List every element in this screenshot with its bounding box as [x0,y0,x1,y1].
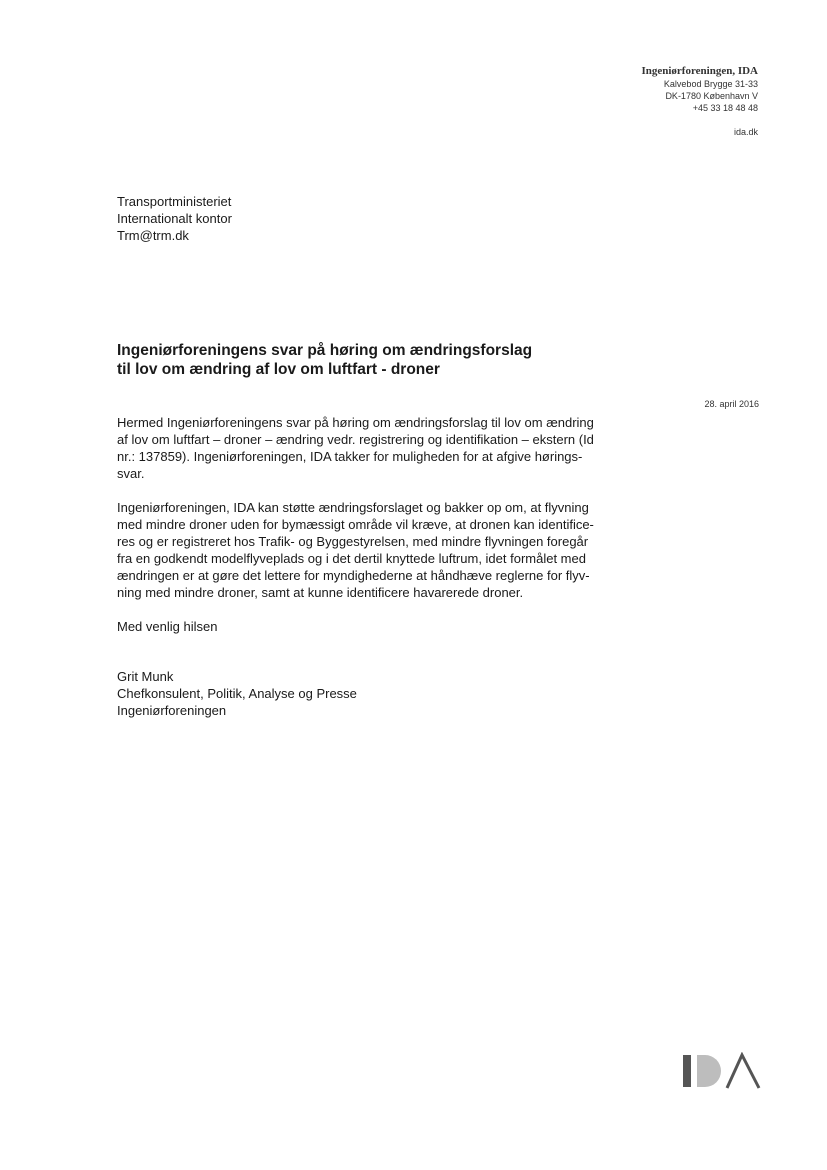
logo-letter-d [697,1055,721,1087]
signature-organization: Ingeniørforeningen [117,703,227,718]
paragraph-2-line: fra en godkendt modelflyveplads og i det dertil knyttede luftrum, idet formålet med [117,551,586,566]
paragraph-2-line: ændringen er at gøre det lettere for myndighederne at håndhæve reglerne for flyv- [117,568,590,583]
sender-address-line-2: DK-1780 København V [665,91,758,101]
signature-block [117,668,357,719]
logo-letter-i [683,1055,691,1087]
title-line-1: Ingeniørforeningens svar på høring om ændringsforslag [117,342,533,359]
paragraph-1 [117,414,622,482]
ida-logo [683,1052,761,1090]
paragraph-2 [117,499,622,601]
paragraph-1-line: af lov om luftfart – droner – ændring vedr. registrering og identifikation – ekstern (Id [117,432,594,447]
title-line-2: til lov om ændring af lov om luftfart - droner [117,361,440,378]
sender-organization: Ingeniørforeningen, IDA [641,65,758,77]
paragraph-1-line: Hermed Ingeniørforeningens svar på høring om ændringsforslag til lov om ændring [117,415,594,430]
document-title [117,341,532,379]
paragraph-1-line: nr.: 137859). Ingeniørforeningen, IDA takker for muligheden for at afgive hørings- [117,449,583,464]
sender-website: ida.dk [733,127,758,137]
recipient-department: Internationalt kontor [117,211,232,226]
paragraph-1-line: svar. [117,466,145,481]
paragraph-2-line: res og er registreret hos Trafik- og Byggestyrelsen, med mindre flyvningen foregår [117,534,589,549]
recipient-name: Transportministeriet [117,194,232,209]
recipient-block [117,193,232,244]
sender-phone: +45 33 18 48 48 [692,103,758,113]
recipient-email: Trm@trm.dk [117,228,189,243]
paragraph-2-line: Ingeniørforeningen, IDA kan støtte ændringsforslaget og bakker op om, at flyvning [117,500,589,515]
signature-position: Chefkonsulent, Politik, Analyse og Presse [117,686,357,701]
sender-block [641,64,758,138]
logo-letter-a [727,1055,759,1088]
letter-body [117,414,622,635]
sender-address-line-1: Kalvebod Brygge 31-33 [663,79,758,89]
paragraph-2-line: ning med mindre droner, samt at kunne identificere havarerede droner. [117,585,524,600]
signature-name: Grit Munk [117,669,174,684]
paragraph-2-line: med mindre droner uden for bymæssigt område vil kræve, at dronen kan identifice- [117,517,594,532]
document-date: 28. april 2016 [704,399,759,409]
closing-greeting: Med venlig hilsen [117,619,218,634]
